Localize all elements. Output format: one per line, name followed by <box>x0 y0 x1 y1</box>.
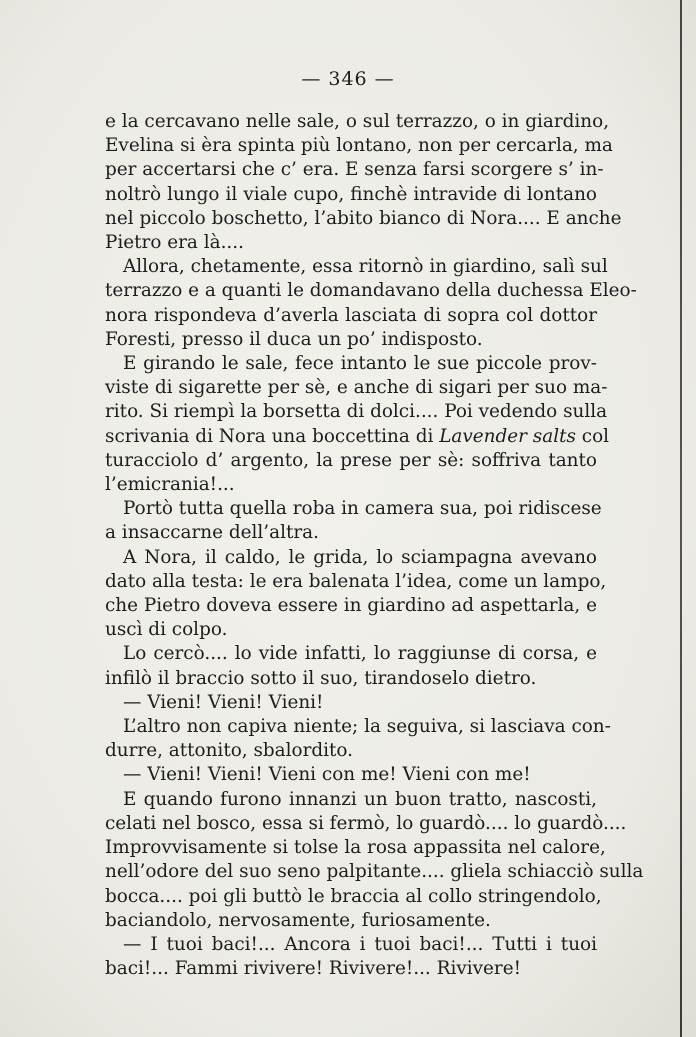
text-line: che Pietro doveva essere in giardino ad aspettarla, e <box>105 595 597 617</box>
text-line: Lo cercò.... lo vide infatti, lo raggiunse di corsa, e <box>123 643 597 665</box>
text-line: Improvvisamente si tolse la rosa appassita nel calore, <box>105 837 606 859</box>
paragraph <box>105 497 602 545</box>
text-line: a insaccarne dell’altra. <box>105 522 319 544</box>
text-line: Portò tutta quella roba in camera sua, poi ridiscese <box>123 498 602 520</box>
text-line: durre, attonito, sbalordito. <box>105 740 354 762</box>
text-line: Foresti, presso il duca un po’ indisposto. <box>105 328 483 350</box>
text-line: bocca.... poi gli buttò le braccia al collo stringendolo, <box>105 885 602 907</box>
text-line: baciandolo, nervosamente, furiosamente. <box>105 909 491 931</box>
paragraph <box>105 352 610 497</box>
text-line: Pietro era là.... <box>105 232 244 254</box>
text-line: Evelina si èra spinta più lontano, non per cercarla, ma <box>105 135 613 157</box>
text-line: nel piccolo boschetto, l’abito bianco di Nora.... E anche <box>105 207 622 229</box>
text-line: e la cercavano nelle sale, o sul terrazzo, o in giardino, <box>105 111 610 132</box>
text-line: dato alla testa: le era balenata l’idea, come un lampo, <box>105 570 607 592</box>
paragraph <box>105 715 611 763</box>
text-line: nell’odore del suo seno palpitante.... gliela schiacciò sulla <box>105 861 644 883</box>
text-line: A Nora, il caldo, le grida, lo sciampagna avevano <box>123 546 597 568</box>
text-segment: col <box>575 425 610 447</box>
paragraph <box>105 255 637 352</box>
paragraph <box>105 933 597 981</box>
text-line: nora rispondeva d’averla lasciata di sopra col dottor <box>105 304 597 326</box>
text-line: infilò il braccio sotto il suo, tirandoselo dietro. <box>105 667 537 689</box>
paragraph <box>105 546 607 643</box>
italic-text: Lavender salts <box>439 425 576 447</box>
text-line: L’altro non capiva niente; la seguiva, si lasciava con- <box>123 716 611 738</box>
dialogue-line: — Vieni! Vieni! Vieni con me! Vieni con me! <box>123 764 531 786</box>
paragraph <box>105 788 644 933</box>
text-line: Allora, chetamente, essa ritornò in giardino, salì sul <box>123 256 608 278</box>
dialogue-line: — Vieni! Vieni! Vieni! <box>123 691 324 713</box>
text-line: terrazzo e a quanti le domandavano della duchessa Eleo- <box>105 280 637 302</box>
text-line: E quando furono innanzi un buon tratto, nascosti, <box>123 788 597 810</box>
page-number: — 346 — <box>301 68 395 90</box>
text-line: noltrò lungo il viale cupo, finchè intravide di lontano <box>105 183 597 205</box>
text-line: rito. Si riempì la borsetta di dolci.... Poi vedendo sulla <box>105 401 608 423</box>
paragraph <box>105 110 622 255</box>
text-line: l’emicrania!... <box>105 474 235 496</box>
text-line: E girando le sale, fece intanto le sue piccole prov- <box>123 353 597 375</box>
text-line: turacciolo d’ argento, la prese per sè: soffriva tanto <box>105 449 597 471</box>
paragraph <box>105 691 597 715</box>
paragraph <box>105 642 597 690</box>
body-text <box>105 110 644 981</box>
text-line: celati nel bosco, essa si fermò, lo guardò.... lo guardò.... <box>105 812 627 834</box>
paragraph <box>105 763 597 787</box>
text-line: per accertarsi che c’ era. E senza farsi scorgere s’ in- <box>105 159 604 181</box>
text-line: viste di sigarette per sè, e anche di sigari per suo ma- <box>105 377 608 399</box>
dialogue-line: baci!... Fammi rivivere! Rivivere!... Rivivere! <box>105 958 521 980</box>
page-edge-line <box>680 0 682 1037</box>
dialogue-line: — I tuoi baci!... Ancora i tuoi baci!... Tutti i tuoi <box>123 933 597 955</box>
text-line: uscì di colpo. <box>105 619 228 641</box>
text-line-with-italic <box>105 425 610 449</box>
text-segment: scrivania di Nora una boccettina di <box>105 425 440 447</box>
